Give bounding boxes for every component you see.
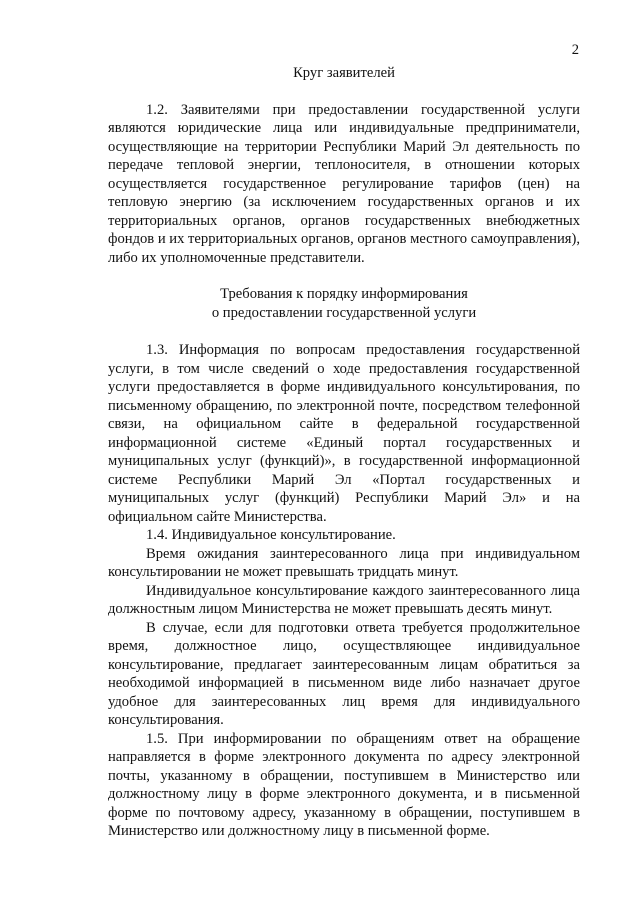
page-number: 2 xyxy=(571,42,579,58)
paragraph-1-5: 1.5. При информировании по обращениям ответ на обращение направляется в форме электронного документа по адресу электронной почты, указанному в обращении, поступившем в Министерство или должностному лицу в форме электронного документа, и в письменной форме по почтовому адресу, указанному в обращении, поступившем в Министерство или должностному лицу в письменной форме. xyxy=(108,730,580,839)
paragraph-1-2: 1.2. Заявителями при предоставлении государственной услуги являются юридические лица или индивидуальные предприниматели, осуществляющие на территории Республики Марий Эл деятельность по передаче тепловой энергии, теплоносителя, в отношении которых осуществляется государственное регулирование тарифов (цен) на тепловую энергию (за исключением государственных органов и их территориальных органов, органов государственных внебюджетных фондов и их территориальных органов, органов местного самоуправления), либо их уполномоченные представители. xyxy=(108,101,580,266)
paragraph-1-4: 1.4. Индивидуальное консультирование. xyxy=(146,527,396,543)
paragraph-consultation-duration: Индивидуальное консультирование каждого заинтересованного лица должностным лицом Министерства не может превышать десять минут. xyxy=(108,582,580,617)
section-heading-informing xyxy=(108,285,580,322)
section-heading-line-2: о предоставлении государственной услуги xyxy=(211,304,477,321)
section-heading-line-1: Требования к порядку информирования xyxy=(220,286,468,302)
section-heading-applicants: Круг заявителей xyxy=(293,65,395,81)
paragraph-long-preparation: В случае, если для подготовки ответа требуется продолжительное время, должностное лицо, осуществляющее индивидуальное консультирование, предлагает заинтересованным лицам обратиться за необходимой информацией в письменном виде либо назначает другое удобное для заинтересованных лиц время для индивидуального консультирования. xyxy=(108,619,580,728)
document-body xyxy=(108,64,580,841)
paragraph-1-3: 1.3. Информация по вопросам предоставления государственной услуги, в том числе сведений о ходе предоставления государственной услуги предоставляется в форме индивидуального консультирования, по письменному обращению, по электронной почте, посредством телефонной связи, на официальном сайте в федеральной государственной информационной системе «Единый портал государственных и муниципальных услуг (функций)», в государственной информационной системе Республики Марий Эл «Портал государственных и муниципальных услуг (функций) Республики Марий Эл» и на официальном сайте Министерства. xyxy=(108,342,580,525)
paragraph-waiting-time: Время ожидания заинтересованного лица при индивидуальном консультировании не может превышать тридцать минут. xyxy=(108,545,580,580)
